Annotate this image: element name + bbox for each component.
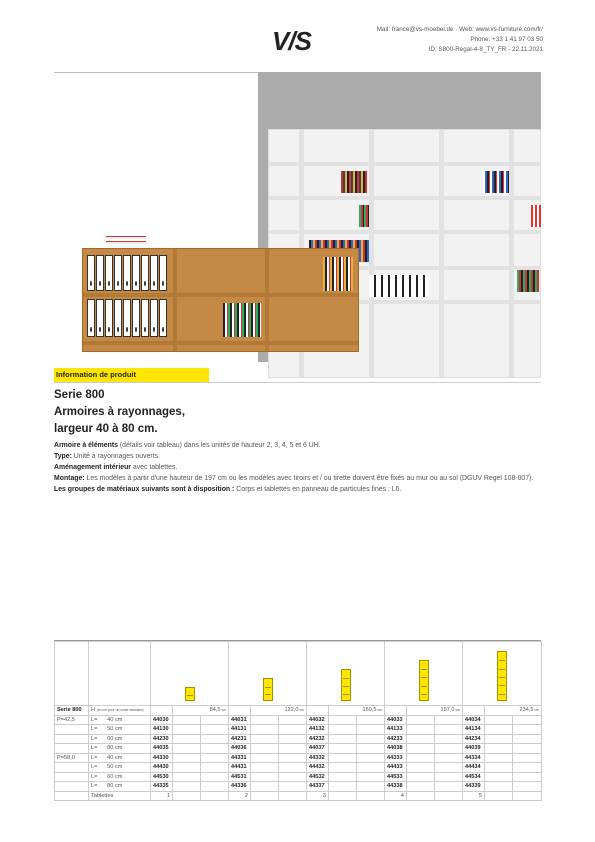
empty-cell (329, 772, 357, 782)
height-empty-cell (385, 706, 407, 716)
width-cell: L= 60 cm (89, 772, 151, 782)
empty-cell (513, 772, 542, 782)
empty-cell (329, 753, 357, 763)
empty-cell (251, 734, 279, 744)
table-row (55, 782, 542, 792)
empty-cell (435, 725, 463, 735)
empty-cell (407, 744, 435, 754)
empty-cell (201, 725, 229, 735)
table-row (55, 772, 542, 782)
empty-cell (485, 744, 513, 754)
empty-cell (173, 725, 201, 735)
article-table (54, 641, 542, 801)
article-number: 44230 (151, 734, 173, 744)
table-row (55, 734, 542, 744)
shelves-empty-cell (55, 791, 89, 801)
cabinet-icon-cell (385, 642, 463, 706)
title-series: Serie 800 (54, 389, 105, 401)
empty-cell (407, 782, 435, 792)
table-row (55, 725, 542, 735)
article-number: 44533 (385, 772, 407, 782)
width-cell: L= 60 cm (89, 734, 151, 744)
cabinet-icon-cell (307, 642, 385, 706)
article-number: 44131 (229, 725, 251, 735)
depth-cell (55, 725, 89, 735)
empty-cell (513, 734, 542, 744)
article-number: 44331 (229, 753, 251, 763)
article-number: 44532 (307, 772, 329, 782)
empty-cell (201, 734, 229, 744)
icon-row (55, 642, 542, 706)
empty-cell (279, 772, 307, 782)
empty-cell (513, 791, 542, 801)
empty-cell (251, 782, 279, 792)
shelves-count: 4 (385, 791, 407, 801)
empty-cell (251, 791, 279, 801)
shelves-count: 5 (463, 791, 485, 801)
empty-cell (513, 744, 542, 754)
empty-cell (329, 744, 357, 754)
width-cell: L= 40 cm (89, 715, 151, 725)
article-number: 44431 (229, 763, 251, 773)
height-label: H (en cm pour un socle standard) (89, 706, 151, 716)
article-number: 44134 (463, 725, 485, 735)
empty-cell (201, 744, 229, 754)
empty-cell (251, 715, 279, 725)
article-number: 44531 (229, 772, 251, 782)
empty-cell (485, 763, 513, 773)
shelves-count: 3 (307, 791, 329, 801)
title-line-3: largeur 40 à 80 cm. (54, 423, 158, 435)
empty-cell (435, 715, 463, 725)
empty-cell (201, 753, 229, 763)
article-number: 44039 (463, 744, 485, 754)
empty-cell (407, 715, 435, 725)
series-label: Serie 800 (55, 706, 89, 716)
depth-cell (55, 763, 89, 773)
article-number: 44035 (151, 744, 173, 754)
width-cell: L= 50 cm (89, 725, 151, 735)
empty-cell (485, 791, 513, 801)
height-value: 159,5 cm (329, 706, 385, 716)
empty-cell (407, 753, 435, 763)
article-number: 44337 (307, 782, 329, 792)
empty-cell (485, 772, 513, 782)
article-number: 44330 (151, 753, 173, 763)
article-number: 44036 (229, 744, 251, 754)
article-number: 44032 (307, 715, 329, 725)
empty-cell (201, 715, 229, 725)
desc-interior: Aménagement intérieur avec tablettes. (54, 463, 178, 471)
empty-cell (513, 753, 542, 763)
empty-cell (279, 715, 307, 725)
cabinet-icon-cell (463, 642, 542, 706)
empty-cell (279, 782, 307, 792)
empty-cell (173, 763, 201, 773)
article-number: 44233 (385, 734, 407, 744)
desc-type: Type: Unité à rayonnages ouverts. (54, 452, 160, 460)
empty-cell (279, 725, 307, 735)
cabinet-2uh-icon (185, 687, 195, 701)
height-value: 234,5 cm (485, 706, 542, 716)
empty-cell (329, 763, 357, 773)
article-number: 44432 (307, 763, 329, 773)
article-number: 44339 (463, 782, 485, 792)
cabinet-icon-cell (151, 642, 229, 706)
empty-cell (279, 791, 307, 801)
empty-cell (173, 734, 201, 744)
width-cell: L= 80 cm (89, 744, 151, 754)
empty-cell (513, 725, 542, 735)
depth-cell: P=42,5 (55, 715, 89, 725)
table-row (55, 753, 542, 763)
empty-cell (357, 782, 385, 792)
empty-cell (357, 753, 385, 763)
depth-cell (55, 744, 89, 754)
empty-cell (357, 763, 385, 773)
empty-cell (513, 715, 542, 725)
article-number: 44030 (151, 715, 173, 725)
article-number: 44031 (229, 715, 251, 725)
shelves-row (55, 791, 542, 801)
article-number: 44132 (307, 725, 329, 735)
article-number: 44034 (463, 715, 485, 725)
article-number: 44234 (463, 734, 485, 744)
height-empty-cell (307, 706, 329, 716)
empty-cell (513, 782, 542, 792)
empty-cell (435, 782, 463, 792)
empty-cell (435, 753, 463, 763)
empty-cell (357, 791, 385, 801)
article-number: 44433 (385, 763, 407, 773)
cabinet-6uh-icon (497, 651, 507, 701)
article-number: 44430 (151, 763, 173, 773)
empty-cell (485, 753, 513, 763)
width-cell: L= 50 cm (89, 763, 151, 773)
icon-empty-cell (89, 642, 151, 706)
empty-cell (329, 782, 357, 792)
height-empty-cell (229, 706, 251, 716)
article-number: 44534 (463, 772, 485, 782)
product-info-label: Information de produit (54, 368, 209, 382)
empty-cell (279, 734, 307, 744)
product-title (54, 387, 185, 438)
empty-cell (173, 744, 201, 754)
empty-cell (251, 725, 279, 735)
article-number: 44530 (151, 772, 173, 782)
empty-cell (251, 744, 279, 754)
article-number: 44332 (307, 753, 329, 763)
empty-cell (201, 791, 229, 801)
article-number: 44133 (385, 725, 407, 735)
empty-cell (357, 772, 385, 782)
article-number: 44335 (151, 782, 173, 792)
cabinet-5uh-icon (419, 660, 429, 701)
width-cell: L= 80 cm (89, 782, 151, 792)
contact-mail-web: Mail: france@vs-moebel.de · Web: www.vs-furniture.com/fr/ (376, 26, 543, 33)
product-description (54, 441, 541, 496)
article-number: 44033 (385, 715, 407, 725)
article-number: 44038 (385, 744, 407, 754)
empty-cell (329, 734, 357, 744)
empty-cell (485, 734, 513, 744)
empty-cell (435, 791, 463, 801)
cabinet-3uh-icon (263, 678, 273, 701)
height-empty-cell (151, 706, 173, 716)
depth-cell (55, 782, 89, 792)
empty-cell (251, 763, 279, 773)
document-id: ID: S800-Regal-4-8_TY_FR - 22.11.2021 (428, 46, 543, 53)
vs-logo: V/S (272, 26, 311, 56)
table-row (55, 715, 542, 725)
depth-cell (55, 734, 89, 744)
height-header-row (55, 706, 542, 716)
product-image (54, 72, 541, 362)
shelves-count: 1 (151, 791, 173, 801)
article-number: 44130 (151, 725, 173, 735)
empty-cell (485, 725, 513, 735)
desc-mounting: Montage: Les modèles à partir d'une hauteur de 197 cm ou les modèles avec tiroirs et / ou tirette doivent être fixés au mur ou au sol (DGUV Regel 108-007). (54, 474, 534, 482)
empty-cell (279, 753, 307, 763)
cabinet-icon-cell (229, 642, 307, 706)
empty-cell (407, 725, 435, 735)
empty-cell (407, 734, 435, 744)
height-value: 122,0 cm (251, 706, 307, 716)
height-empty-cell (463, 706, 485, 716)
empty-cell (173, 715, 201, 725)
icon-empty-cell (55, 642, 89, 706)
desc-materials: Les groupes de matériaux suivants sont à disposition : Corps et tablettes en panneau de particules fines : L6. (54, 485, 402, 493)
empty-cell (435, 763, 463, 773)
empty-cell (201, 772, 229, 782)
article-number: 44333 (385, 753, 407, 763)
empty-cell (173, 772, 201, 782)
article-number: 44434 (463, 763, 485, 773)
article-number: 44334 (463, 753, 485, 763)
empty-cell (485, 782, 513, 792)
empty-cell (201, 763, 229, 773)
title-line-2: Armoires à rayonnages, (54, 406, 186, 418)
empty-cell (435, 772, 463, 782)
article-number: 44037 (307, 744, 329, 754)
empty-cell (407, 763, 435, 773)
depth-cell (55, 772, 89, 782)
empty-cell (201, 782, 229, 792)
empty-cell (279, 744, 307, 754)
article-number: 44336 (229, 782, 251, 792)
width-cell: L= 40 cm (89, 753, 151, 763)
empty-cell (173, 782, 201, 792)
cabinet-4uh-icon (341, 669, 351, 701)
shelves-label: Tablettes (89, 791, 151, 801)
empty-cell (357, 734, 385, 744)
empty-cell (329, 725, 357, 735)
wooden-shelving-unit (82, 248, 359, 352)
empty-cell (329, 715, 357, 725)
empty-cell (279, 763, 307, 773)
height-value: 197,0 cm (407, 706, 463, 716)
label-divider (54, 382, 541, 383)
empty-cell (357, 725, 385, 735)
height-value: 84,5 cm (173, 706, 229, 716)
empty-cell (407, 791, 435, 801)
table-row (55, 763, 542, 773)
empty-cell (485, 715, 513, 725)
empty-cell (251, 772, 279, 782)
contact-phone: Phone: +33 1 41 97 03 50 (470, 36, 543, 43)
empty-cell (435, 744, 463, 754)
shelves-count: 2 (229, 791, 251, 801)
empty-cell (407, 772, 435, 782)
article-number: 44338 (385, 782, 407, 792)
empty-cell (251, 753, 279, 763)
depth-cell: P=58,0 (55, 753, 89, 763)
empty-cell (357, 715, 385, 725)
empty-cell (435, 734, 463, 744)
empty-cell (513, 763, 542, 773)
empty-cell (173, 753, 201, 763)
article-number: 44231 (229, 734, 251, 744)
table-row (55, 744, 542, 754)
empty-cell (329, 791, 357, 801)
empty-cell (357, 744, 385, 754)
article-number: 44232 (307, 734, 329, 744)
contact-block (377, 25, 543, 55)
paper-stack (106, 234, 146, 246)
desc-elements: Armoire à éléments (détails voir tableau) dans les unités de hauteur 2, 3, 4, 5 et 6 UH. (54, 442, 321, 449)
empty-cell (173, 791, 201, 801)
